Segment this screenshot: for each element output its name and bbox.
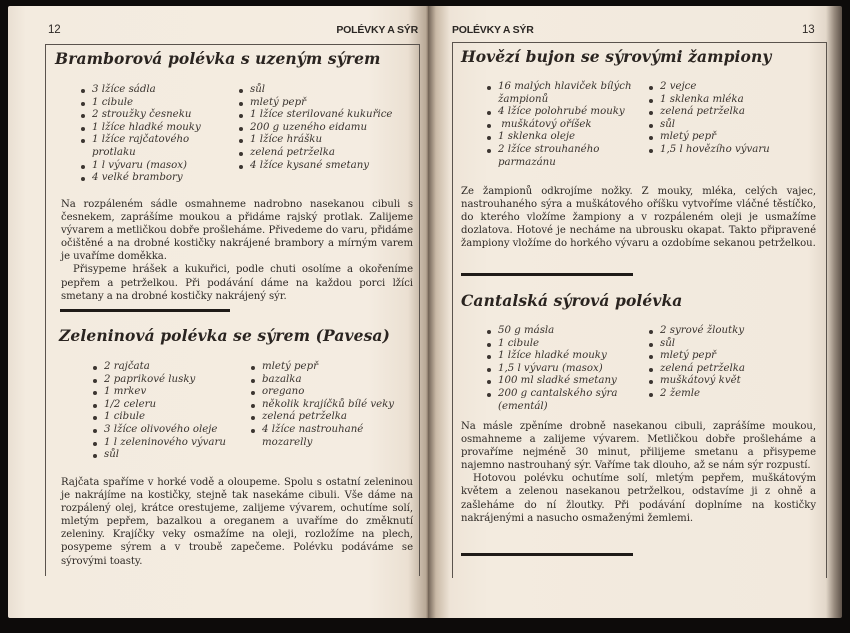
ingredient: 1 l vývaru (masox) xyxy=(80,160,238,173)
ingredient: 2 syrové žloutky xyxy=(648,325,745,338)
ingredient: 1 lžíce hrášku xyxy=(238,134,392,147)
ingredient-continuation: (ementál) xyxy=(498,400,548,412)
left-page-number: 12 xyxy=(48,24,61,36)
ingredient: sůl xyxy=(238,84,392,97)
ingredient: 2 žemle xyxy=(648,388,745,401)
ingredient: sůl xyxy=(648,119,770,132)
ingredient: 3 lžíce sádla xyxy=(80,84,238,97)
ingredient: 200 g cantalského sýra xyxy=(486,388,648,401)
right-running-head: POLÉVKY A SÝR xyxy=(452,24,534,36)
ingredient: 100 ml sladké smetany xyxy=(486,375,648,388)
method-paragraph: Na rozpáleném sádle osmahneme nadrobno nasekanou cibuli s česnekem, zaprášíme moukou a přidáme rajský protlak. Zalijeme vývarem a metličkou dobře prošleháme. Přivedeme do varu, přidáme očištěné a na drobné kostičky nakrájené brambory a mírným varem je uvaříme doměkka. xyxy=(61,199,413,263)
ingredient: 1 cibule xyxy=(92,411,250,424)
ingredients-hovezi xyxy=(486,81,770,169)
ingredient: muškátový oříšek xyxy=(486,119,648,132)
ingredient: 3 lžíce olivového oleje xyxy=(92,424,250,437)
ingredient: 2 lžíce strouhaného xyxy=(486,144,648,157)
method-paragraph: Na másle zpěníme drobně nasekanou cibuli, zaprášíme moukou, osmahneme a zalijeme vývarem. Metličkou dobře prošleháme a provaříme nejméně 30 minut, přilijeme smetanu a přisypeme najemno nastrouhaný sýr. Vaříme tak dlouho, až se nám sýr rozpustí. xyxy=(461,421,816,472)
ingredient: 1 sklenka mléka xyxy=(648,94,770,107)
ingredient: 1 cibule xyxy=(80,97,238,110)
ingredient: oregano xyxy=(250,386,394,399)
ingredient: 1 sklenka oleje xyxy=(486,131,648,144)
ingredient-continuation: protlaku xyxy=(92,146,136,158)
ingredient: zelená petrželka xyxy=(648,363,745,376)
section-divider xyxy=(461,553,633,556)
ingredient: sůl xyxy=(92,449,250,462)
ingredient: 1 mrkev xyxy=(92,386,250,399)
recipe-title-hovezi: Hovězí bujon se sýrovými žampiony xyxy=(461,47,772,66)
ingredient: 1 cibule xyxy=(486,338,648,351)
recipe-title-zeleninova: Zeleninová polévka se sýrem (Pavesa) xyxy=(59,326,390,345)
ingredients-col2 xyxy=(250,361,394,462)
ingredient-continuation: parmazánu xyxy=(498,156,556,168)
ingredient-continuation: mozarelly xyxy=(262,436,313,448)
ingredient: sůl xyxy=(648,338,745,351)
method-hovezi xyxy=(461,185,816,250)
method-paragraph: Přisypeme hrášek a kukuřici, podle chuti osolíme a okořeníme pepřem a petrželkou. Při podávání dáme na každou porci lžíci smetany a na drobné kostičky nakrájený sýr. xyxy=(61,264,413,302)
ingredient: 1 lžíce rajčatového xyxy=(80,134,238,147)
method-paragraph: Hotovou polévku ochutíme solí, mletým pepřem, muškátovým květem a zelenou nasekanou petrželkou, odstavíme ji z ohně a zašleháme do ní žloutky. Při podávání doplníme na kostičky nakrájenými a nasucho osmaženými žemlemi. xyxy=(461,473,816,524)
ingredient: mletý pepř xyxy=(648,131,770,144)
ingredients-cantalska xyxy=(486,325,745,413)
ingredient: 1,5 l vývaru (masox) xyxy=(486,363,648,376)
ingredient: 16 malých hlaviček bílých xyxy=(486,81,648,94)
ingredients-zeleninova xyxy=(92,361,394,462)
ingredients-col1 xyxy=(80,84,238,185)
ingredient: několik krajíčků bílé veky xyxy=(250,399,394,412)
ingredient: 4 lžíce nastrouhané xyxy=(250,424,394,437)
ingredient-continuation: žampionů xyxy=(498,93,549,105)
ingredient: mletý pepř xyxy=(238,97,392,110)
ingredients-bramborova xyxy=(80,84,392,185)
ingredient: zelená petrželka xyxy=(250,411,394,424)
recipe-title-bramborova: Bramborová polévka s uzeným sýrem xyxy=(55,49,381,68)
ingredient: 4 lžíce polohrubé mouky xyxy=(486,106,648,119)
method-paragraph: Rajčata spaříme v horké vodě a oloupeme. Spolu s ostatní zeleninou je nakrájíme na kostičky, stejně tak nasekáme cibuli. Vše dáme na rozpálený olej, krátce orestujeme, zalijeme vývarem, ochutíme solí, mletým pepřem, bazalkou a oreganem a uvaříme do změknutí zeleniny. Krajíčky veky osmažíme na oleji, rozložíme na plech, posypeme sýrem a v troubě zapečeme. Polévku podáváme se sýrovými toasty. xyxy=(61,477,413,567)
ingredient: 2 rajčata xyxy=(92,361,250,374)
recipe-title-cantalska: Cantalská sýrová polévka xyxy=(461,291,683,310)
left-running-head: POLÉVKY A SÝR xyxy=(336,24,418,36)
ingredients-col1 xyxy=(486,325,648,413)
method-zeleninova xyxy=(61,476,413,568)
ingredient: bazalka xyxy=(250,374,394,387)
ingredient: 1 lžíce sterilované kukuřice xyxy=(238,109,392,122)
ingredient: 1/2 celeru xyxy=(92,399,250,412)
ingredient: 1 l zeleninového vývaru xyxy=(92,437,250,450)
method-paragraph: Ze žampionů odkrojíme nožky. Z mouky, mléka, celých vajec, nastrouhaného sýra a muškátového oříšku vytvoříme vláčné těstíčko, do kterého vložíme žampiony a v rozpáleném oleji je usmažíme dozlatova. Hotové je necháme na ubrousku okapat. Takto připravené žampiony vložíme do horkého vývaru a ozdobíme sekanou petrželkou. xyxy=(461,186,816,250)
section-divider xyxy=(461,273,633,276)
section-divider xyxy=(60,309,230,312)
ingredient: 1 lžíce hladké mouky xyxy=(80,122,238,135)
ingredient: 2 paprikové lusky xyxy=(92,374,250,387)
ingredients-col1 xyxy=(486,81,648,169)
ingredient: 2 stroužky česneku xyxy=(80,109,238,122)
method-cantalska xyxy=(461,420,816,525)
ingredient: zelená petrželka xyxy=(238,147,392,160)
ingredients-col1 xyxy=(92,361,250,462)
right-page-number: 13 xyxy=(802,24,815,36)
ingredients-col2 xyxy=(238,84,392,185)
left-page xyxy=(8,6,428,618)
method-bramborova xyxy=(61,198,413,303)
ingredient: 1,5 l hovězího vývaru xyxy=(648,144,770,157)
ingredient: zelená petrželka xyxy=(648,106,770,119)
ingredients-col2 xyxy=(648,325,745,413)
ingredient: 200 g uzeného eidamu xyxy=(238,122,392,135)
right-page xyxy=(428,6,842,618)
ingredients-col2 xyxy=(648,81,770,169)
ingredient: 2 vejce xyxy=(648,81,770,94)
ingredient: 1 lžíce hladké mouky xyxy=(486,350,648,363)
ingredient: 50 g másla xyxy=(486,325,648,338)
ingredient: mletý pepř xyxy=(648,350,745,363)
ingredient: 4 velké brambory xyxy=(80,172,238,185)
ingredient: mletý pepř xyxy=(250,361,394,374)
ingredient: 4 lžíce kysané smetany xyxy=(238,160,392,173)
ingredient: muškátový květ xyxy=(648,375,745,388)
